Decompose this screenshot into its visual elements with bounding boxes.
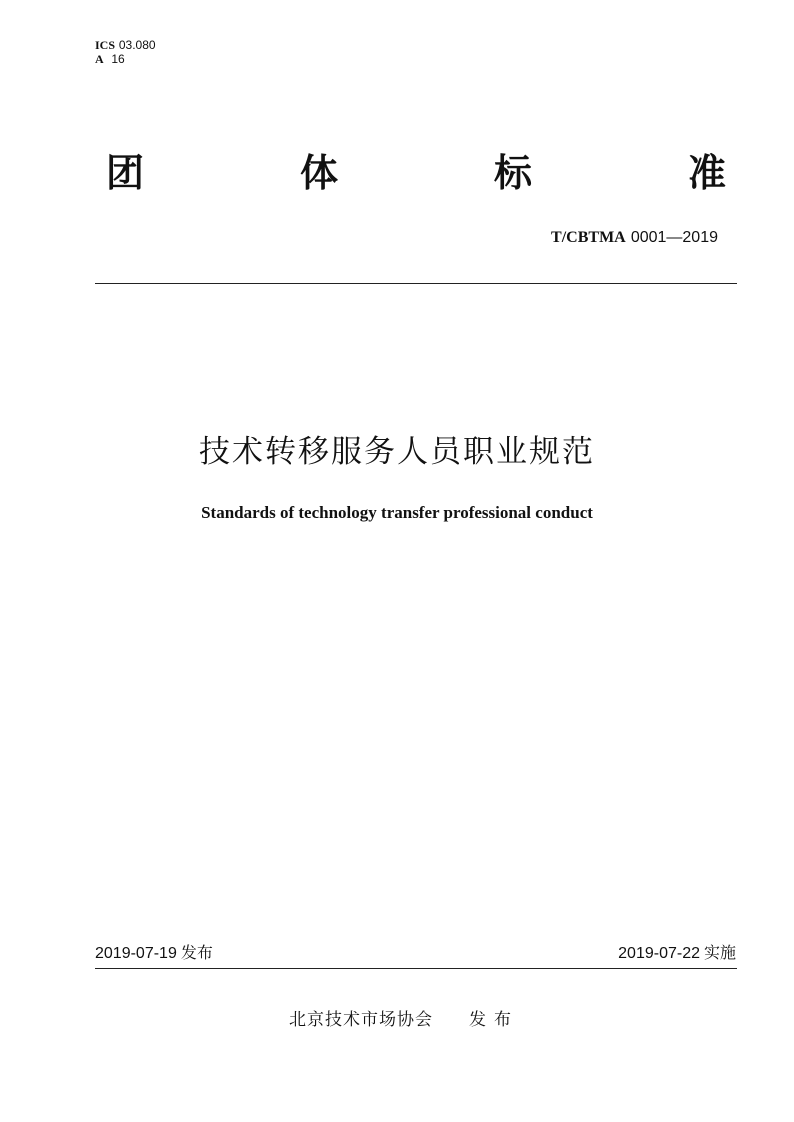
implementation-date-label: 实施 <box>703 943 736 962</box>
ics-code-row <box>95 38 156 52</box>
standard-type-char-1: 团 <box>106 151 145 195</box>
standard-type-char-3: 标 <box>493 151 532 195</box>
issue-date-value: 2019-07-19 <box>95 945 177 962</box>
publisher-name: 北京技术市场协会 <box>289 1010 433 1030</box>
publisher-line <box>289 1008 519 1032</box>
ccs-label: A <box>95 52 104 66</box>
ics-code: 03.080 <box>118 38 156 52</box>
standard-number-prefix: T/CBTMA <box>551 229 626 246</box>
standard-type-char-2: 体 <box>299 151 338 195</box>
publisher-action: 发布 <box>469 1010 519 1030</box>
implementation-date <box>618 942 736 965</box>
classification-codes <box>95 38 156 66</box>
standard-type-char-4: 准 <box>687 151 726 195</box>
standard-type-heading <box>106 150 726 196</box>
issue-date <box>95 942 213 965</box>
issue-date-label: 发布 <box>180 943 213 962</box>
footer-divider <box>95 968 737 969</box>
document-title-chinese: 技术转移服务人员职业规范 <box>199 434 595 470</box>
ccs-code-row <box>95 52 156 66</box>
ccs-code: 16 <box>111 52 125 66</box>
document-title-english: Standards of technology transfer professional conduct <box>201 503 593 522</box>
ics-label: ICS <box>95 38 116 52</box>
standard-number-value: 0001—2019 <box>630 229 718 246</box>
implementation-date-value: 2019-07-22 <box>618 945 700 962</box>
standard-number <box>551 227 718 248</box>
header-divider <box>95 283 737 284</box>
